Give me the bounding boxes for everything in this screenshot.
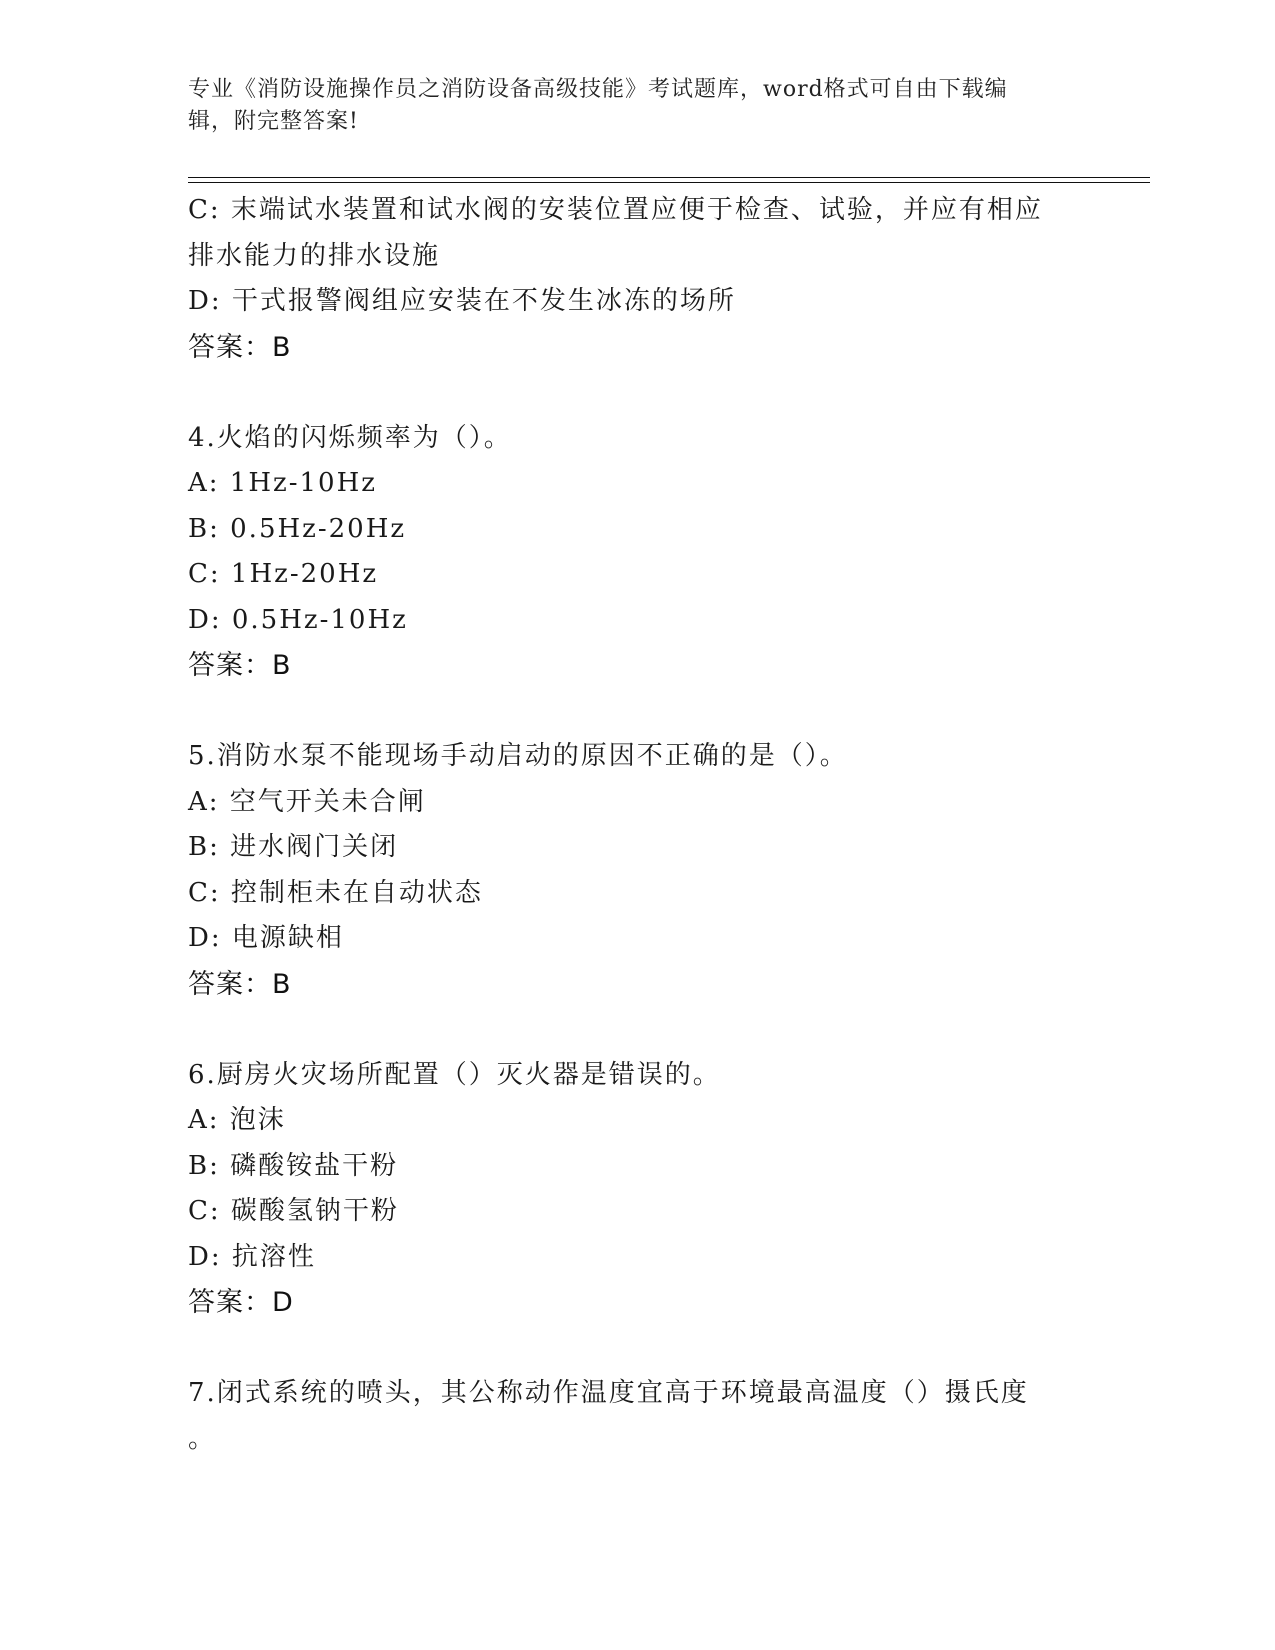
q5-answer: 答案：B <box>188 968 292 1000</box>
question-5 <box>188 734 1088 1007</box>
q3-option-d: D: 干式报警阀组应安装在不发生冰冻的场所 <box>188 286 736 316</box>
q5-option-d: D: 电源缺相 <box>188 923 344 953</box>
question-6 <box>188 1053 1088 1326</box>
q5-option-c: C: 控制柜未在自动状态 <box>188 877 483 908</box>
q4-option-b: B: 0.5Hz-20Hz <box>188 513 407 544</box>
spacer <box>188 1007 1088 1053</box>
question-3-partial <box>188 188 1088 370</box>
q4-option-c: C: 1Hz-20Hz <box>188 559 379 589</box>
spacer <box>188 689 1088 735</box>
q5-option-b: B: 进水阀门关闭 <box>188 832 399 862</box>
q6-option-d: D: 抗溶性 <box>188 1241 316 1272</box>
q7-stem-line-2: 。 <box>188 1423 217 1454</box>
header-line-2: 辑，附完整答案! <box>188 109 359 134</box>
q4-option-d: D: 0.5Hz-10Hz <box>188 604 408 635</box>
header-rule-bottom <box>188 182 1150 183</box>
q6-stem: 6.厨房火灾场所配置（）灭火器是错误的。 <box>188 1059 721 1090</box>
q6-answer: 答案：D <box>188 1287 294 1318</box>
spacer <box>188 1326 1088 1372</box>
q5-option-a: A: 空气开关未合闸 <box>188 786 426 817</box>
q4-option-a: A: 1Hz-10Hz <box>188 468 377 498</box>
question-content <box>188 188 1088 1462</box>
header-line-1: 专业《消防设施操作员之消防设备高级技能》考试题库，word格式可自由下载编 <box>188 77 1008 102</box>
q3-option-c-line-1: C: 末端试水装置和试水阀的安装位置应便于检查、试验，并应有相应 <box>188 195 1043 225</box>
question-4 <box>188 416 1088 689</box>
document-header <box>188 74 1068 138</box>
question-7 <box>188 1371 1088 1462</box>
q5-stem: 5.消防水泵不能现场手动启动的原因不正确的是（）。 <box>188 741 848 771</box>
q6-option-b: B: 磷酸铵盐干粉 <box>188 1150 399 1181</box>
q6-option-a: A: 泡沫 <box>188 1105 286 1135</box>
q7-stem-line-1: 7.闭式系统的喷头，其公称动作温度宜高于环境最高温度（）摄氏度 <box>188 1378 1029 1408</box>
q6-option-c: C: 碳酸氢钠干粉 <box>188 1196 399 1226</box>
spacer <box>188 370 1088 416</box>
header-rule-top <box>188 177 1150 178</box>
q3-option-c-line-2: 排水能力的排水设施 <box>188 240 441 271</box>
q4-stem: 4.火焰的闪烁频率为（）。 <box>188 422 512 453</box>
q4-answer: 答案：B <box>188 650 292 681</box>
q3-answer: 答案：B <box>188 331 292 363</box>
